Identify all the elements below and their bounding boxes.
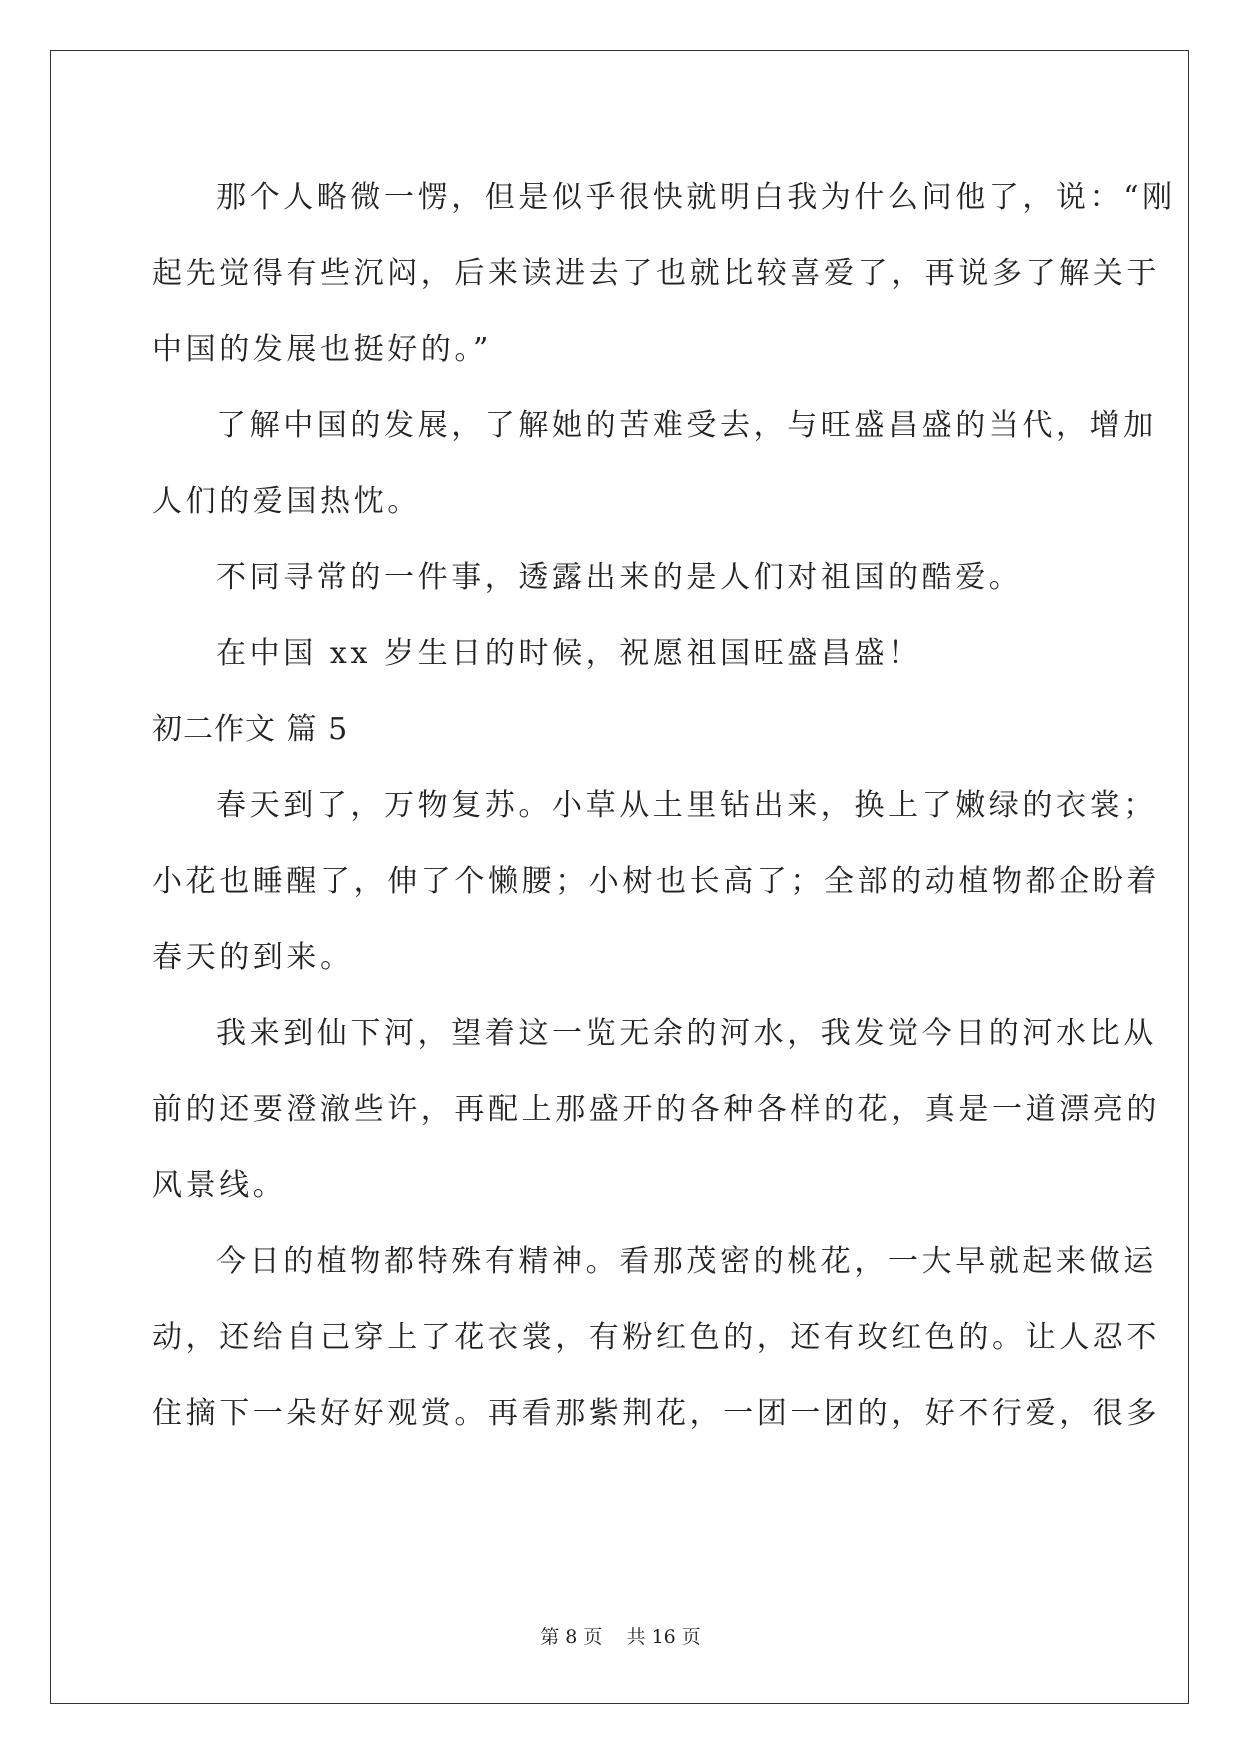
paragraph-line: 起先觉得有些沉闷，后来读进去了也就比较喜爱了，再说多了解关于: [152, 256, 1160, 291]
paragraph-line: 不同寻常的一件事，透露出来的是人们对祖国的酷爱。: [216, 560, 1023, 595]
paragraph-line: 那个人略微一愣，但是似乎很快就明白我为什么问他了，说：“刚: [216, 180, 1176, 215]
paragraph-line: 前的还要澄澈些许，再配上那盛开的各种各样的花，真是一道漂亮的: [152, 1092, 1160, 1127]
paragraph-line: 风景线。: [152, 1168, 287, 1203]
paragraph-line: 小花也睡醒了，伸了个懒腰；小树也长高了；全部的动植物都企盼着: [152, 864, 1160, 899]
paragraph-line: 人们的爱国热忱。: [152, 484, 421, 519]
paragraph-line: 春天的到来。: [152, 940, 354, 975]
paragraph-line: 今日的植物都特殊有精神。看那茂密的桃花，一大早就起来做运: [216, 1244, 1157, 1279]
paragraph-line: 我来到仙下河，望着这一览无余的河水，我发觉今日的河水比从: [216, 1016, 1157, 1051]
paragraph-line: 春天到了，万物复苏。小草从土里钻出来，换上了嫩绿的衣裳；: [216, 788, 1157, 823]
paragraph-line: 动，还给自己穿上了花衣裳，有粉红色的，还有玫红色的。让人忍不: [152, 1320, 1160, 1355]
paragraph-line: 住摘下一朵好好观赏。再看那紫荆花，一团一团的，好不行爱，很多: [152, 1396, 1160, 1431]
paragraph-line: 了解中国的发展，了解她的苦难受去，与旺盛昌盛的当代，增加: [216, 408, 1157, 443]
document-body: [152, 160, 1176, 1452]
section-heading: 初二作文 篇 5: [152, 712, 349, 747]
page-number-footer: 第 8 页 共 16 页: [540, 1626, 701, 1648]
paragraph-line: 在中国 xx 岁生日的时候，祝愿祖国旺盛昌盛！: [216, 636, 922, 671]
paragraph-line: 中国的发展也挺好的。”: [152, 332, 492, 367]
